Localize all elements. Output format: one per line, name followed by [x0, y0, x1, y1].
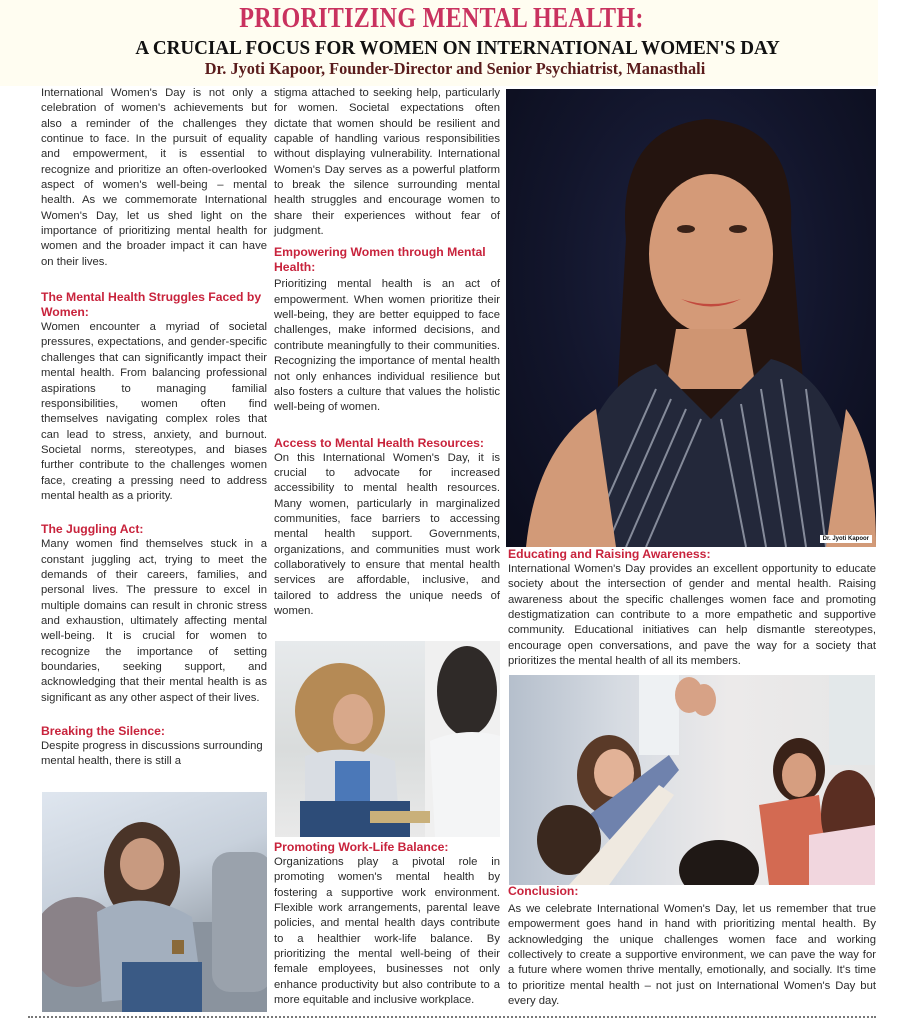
author-portrait-photo — [506, 89, 876, 547]
photo-caption: Dr. Jyoti Kapoor — [820, 535, 872, 543]
distressed-woman-photo — [42, 792, 267, 1012]
support-conversation-illustration — [275, 641, 500, 837]
author-byline: Dr. Jyoti Kapoor, Founder-Director and Senior Psychiatrist, Manasthali — [204, 59, 706, 78]
section-heading: Conclusion: — [508, 884, 579, 898]
column-3 — [508, 547, 876, 669]
section-body: Organizations play a pivotal role in promoting women's mental health by fostering a supportive work environment. Flexible work arrangements, parental leave policies, and mental health days contribute to a healthier work-life balance. By prioritizing the mental well-being of their female employees, businesses not only enhance productivity but also contribute to a more equitable and inclusive workplace. — [274, 856, 500, 1007]
support-conversation-photo — [275, 641, 500, 837]
women-high-five-illustration — [509, 675, 875, 885]
section-heading: Empowering Women through Mental Health: — [274, 245, 486, 275]
section-heading: Breaking the Silence: — [41, 724, 165, 739]
section-body: Many women find themselves stuck in a constant juggling act, trying to meet the demands of their careers, families, and personal lives. The pressure to excel in multiple domains can result in chronic stress and exhaustion, ultimately affecting mental well-being. It is crucial for women to recognize the importance of setting boundaries, seeking support, and acknowledging that their mental health is as significant as any other aspect of their lives. — [41, 538, 267, 704]
section-body: Prioritizing mental health is an act of empowerment. When women prioritize their well-being, they are better equipped to face challenges, make informed decisions, and contribute meaningfully to their communities. Recognizing the importance of mental health not only enhances individual resilience but also fosters a culture that values the holistic well-being of women. — [274, 278, 500, 414]
section-body-continued: stigma attached to seeking help, particularly for women. Societal expectations often dictate that women should be resilient and capable of handling various responsibilities without displaying vulnerability. International Women's Day serves as a powerful platform to break the silence surrounding mental health struggles and encourage women to share their experiences without fear of judgment. — [274, 87, 500, 238]
section-body: On this International Women's Day, it is crucial to advocate for increased accessibility to mental health resources. Many women, particularly in marginalized communities, face barriers to accessing mental health support. Governments, organizations, and communities must work collaboratively to ensure that mental health services are affordable, inclusive, and tailored to address the unique needs of women. — [274, 451, 500, 617]
page-subtitle: A CRUCIAL FOCUS FOR WOMEN ON INTERNATIONAL WOMEN'S DAY — [135, 37, 780, 59]
footer-dotted-divider — [28, 1016, 876, 1018]
column-2 — [274, 86, 500, 619]
section-heading: Access to Mental Health Resources: — [274, 435, 484, 450]
column-1 — [41, 86, 267, 770]
column-2-bottom — [274, 840, 500, 1008]
section-heading: The Mental Health Struggles Faced by Women: — [41, 290, 262, 320]
distressed-woman-illustration — [42, 792, 267, 1012]
page-title: PRIORITIZING MENTAL HEALTH: — [239, 3, 644, 34]
section-body: Women encounter a myriad of societal pressures, expectations, and gender-specific challenges that can significantly impact their mental health. From balancing professional aspirations to managing familial responsibilities, women often find themselves navigating complex roles that can lead to stress, anxiety, and burnout. Societal norms, stereotypes, and biases further contribute to the challenges women face, creating a pressing need to address mental health as a priority. — [41, 321, 267, 502]
section-body: As we celebrate International Women's Day, let us remember that true empowerment goes hand in hand with prioritizing mental health. By acknowledging the unique challenges women face and working collectively to create a supportive environment, we can pave the way for a future where women thrive mentally, emotionally, and socially. It's time to prioritize mental health – not just on International Women's Day but every day. — [508, 903, 876, 1008]
section-body: International Women's Day provides an excellent opportunity to educate society about the intersection of gender and mental health. Raising awareness about the specific challenges women face and promoting destigmatization can contribute to a more empathetic and supportive community. Educational initiatives can help dismantle stereotypes, encourage open conversations, and pave the way for a society that prioritizes the mental health of all its members. — [508, 563, 876, 668]
women-high-five-photo — [509, 675, 875, 885]
column-3-bottom — [508, 884, 876, 1009]
author-portrait-illustration — [506, 89, 876, 547]
section-body: Despite progress in discussions surrounding mental health, there is still a — [41, 740, 263, 768]
section-heading: Educating and Raising Awareness: — [508, 547, 711, 561]
section-heading: Promoting Work-Life Balance: — [274, 840, 449, 854]
intro-paragraph: International Women's Day is not only a celebration of women's achievements but also a reminder of the challenges they continue to face. In the pursuit of equality and empowerment, it is essential to recognize and prioritize an often-overlooked aspect of women's well-being – mental health. As we commemorate International Women's Day, let us shed light on the importance of prioritizing mental health for women and the broader impact it can have on their lives. — [41, 87, 267, 268]
section-heading: The Juggling Act: — [41, 522, 144, 537]
